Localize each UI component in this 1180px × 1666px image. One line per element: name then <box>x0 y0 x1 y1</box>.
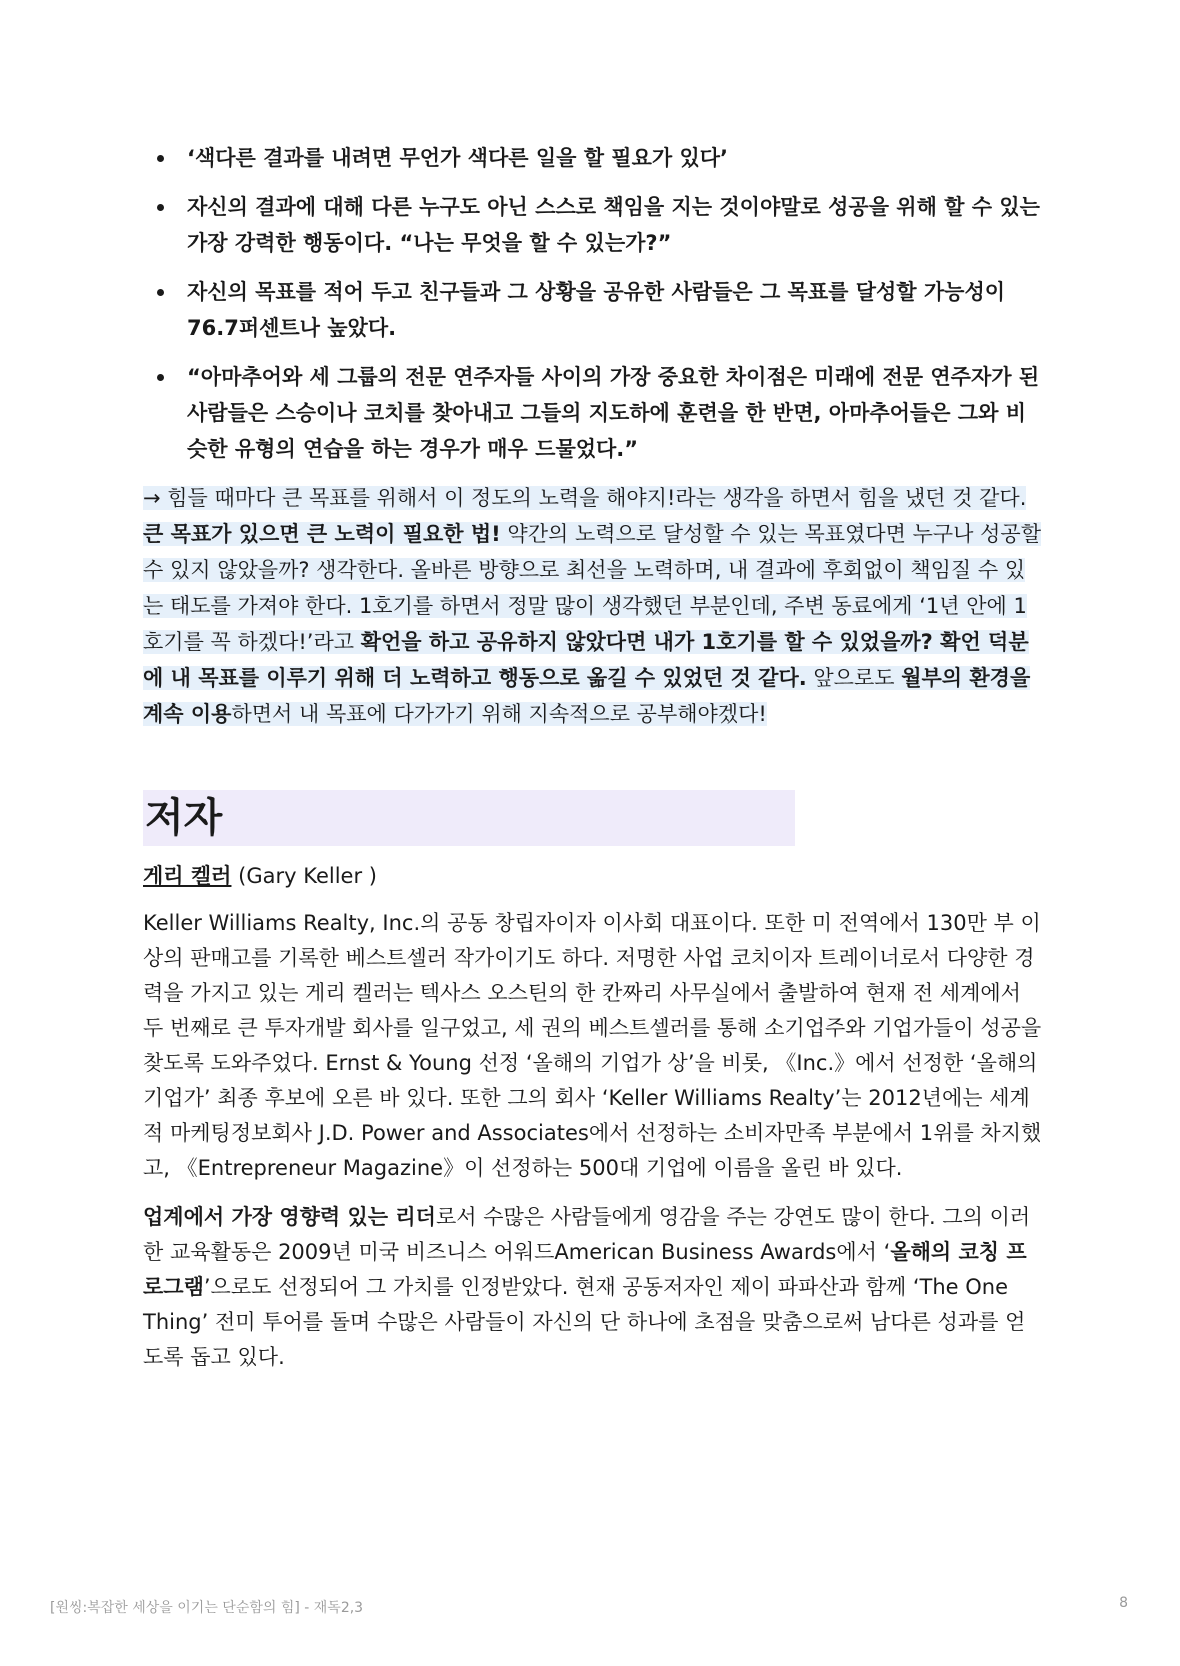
bullet-list <box>143 140 1043 467</box>
list-item: 자신의 목표를 적어 두고 친구들과 그 상황을 공유한 사람들은 그 목표를 달성할 가능성이 76.7퍼센트나 높았다. <box>143 274 1043 346</box>
bullet-icon <box>157 155 164 162</box>
author-english-name: (Gary Keller ) <box>231 864 377 888</box>
bullet-icon <box>157 289 164 296</box>
document-body <box>143 140 1043 1375</box>
reflection-note <box>143 480 1043 732</box>
section-heading: 저자 <box>143 790 795 846</box>
bullet-icon <box>157 374 164 381</box>
author-name-link[interactable]: 게리 켈러 <box>143 864 232 888</box>
list-item: “아마추어와 세 그룹의 전문 연주자들 사이의 가장 중요한 차이점은 미래에 전문 연주자가 된 사람들은 스승이나 코치를 찾아내고 그들의 지도하에 훈련을 한 반면, 아마추어들은 그와 비슷한 유형의 연습을 하는 경우가 매우 드물었다.” <box>143 359 1043 467</box>
page-number: 8 <box>1119 1595 1128 1611</box>
footer-document-title: [원씽:복잡한 세상을 이기는 단순함의 힘] - 재독2,3 <box>50 1600 364 1616</box>
bullet-icon <box>157 204 164 211</box>
author-line <box>143 860 1043 892</box>
highlighted-text: → 힘들 때마다 큰 목표를 위해서 이 정도의 노력을 해야지!라는 생각을 하면서 힘을 냈던 것 같다. 큰 목표가 있으면 큰 노력이 필요한 법! 약간의 노력으로 달성할 수 있는 목표였다면 누구나 성공할 수 있지 않았을까? 생각한다. 올바른 방향으로 최선을 노력하며, 내 결과에 후회없이 책임질 수 있는 태도를 가져야 한다. 1호기를 하면서 정말 많이 생각했던 부분인데, 주변 동료에게 ‘1년 안에 1호기를 꼭 하겠다!’라고 확언을 하고 공유하지 않았다면 내가 1호기를 할 수 있었을까? 확언 덕분에 내 목표를 이루기 위해 더 노력하고 행동으로 옮길 수 있었던 것 같다. 앞으로도 월부의 환경을 계속 이용하면서 내 목표에 다가가기 위해 지속적으로 공부해야겠다! <box>143 486 1041 726</box>
list-item: 자신의 결과에 대해 다른 누구도 아닌 스스로 책임을 지는 것이야말로 성공을 위해 할 수 있는 가장 강력한 행동이다. “나는 무엇을 할 수 있는가?” <box>143 189 1043 261</box>
list-item: ‘색다른 결과를 내려면 무언가 색다른 일을 할 필요가 있다’ <box>143 140 1043 176</box>
author-bio-paragraph: Keller Williams Realty, Inc.의 공동 창립자이자 이사회 대표이다. 또한 미 전역에서 130만 부 이상의 판매고를 기록한 베스트셀러 작가이기도 하다. 저명한 사업 코치이자 트레이너로서 다양한 경력을 가지고 있는 게리 켈러는 텍사스 오스틴의 한 칸짜리 사무실에서 출발하여 현재 전 세계에서 두 번째로 큰 투자개발 회사를 일구었고, 세 권의 베스트셀러를 통해 소기업주와 기업가들이 성공을 찾도록 도와주었다. Ernst & Young 선정 ‘올해의 기업가 상’을 비롯, 《Inc.》에서 선정한 ‘올해의 기업가’ 최종 후보에 오른 바 있다. 또한 그의 회사 ‘Keller Williams Realty’는 2012년에는 세계적 마케팅정보회사 J.D. Power and Associates에서 선정하는 소비자만족 부분에서 1위를 차지했고, 《Entrepreneur Magazine》이 선정하는 500대 기업에 이름을 올린 바 있다. <box>143 911 1042 1180</box>
author-activity-paragraph: 업계에서 가장 영향력 있는 리더로서 수많은 사람들에게 영감을 주는 강연도 많이 한다. 그의 이러한 교육활동은 2009년 미국 비즈니스 어워드American Business Awards에서 ‘올해의 코칭 프로그램’으로도 선정되어 그 가치를 인정받았다. 현재 공동저자인 제이 파파산과 함께 ‘The One Thing’ 전미 투어를 돌며 수많은 사람들이 자신의 단 하나에 초점을 맞춤으로써 남다른 성과를 얻도록 돕고 있다. <box>143 1205 1031 1369</box>
